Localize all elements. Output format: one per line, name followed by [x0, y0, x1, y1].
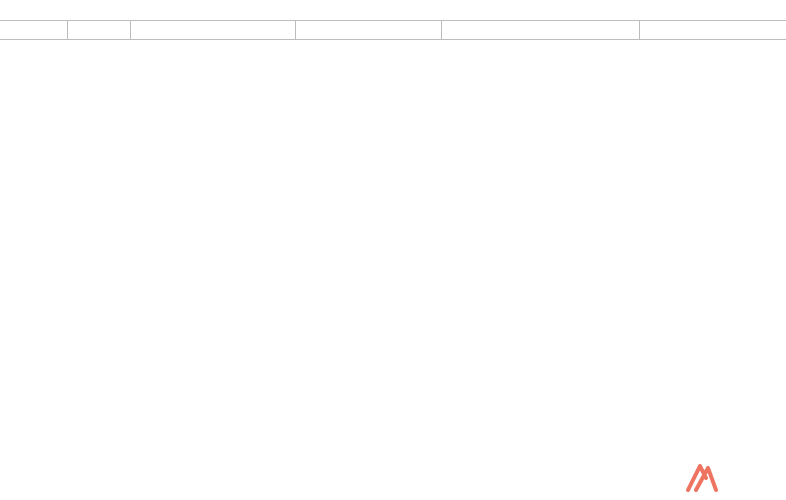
header-version: [68, 20, 131, 40]
header-other: [640, 20, 786, 40]
header-knowledge: [131, 20, 296, 40]
header-date: [0, 20, 68, 40]
sheet-title: [0, 0, 786, 21]
watermark-logo-icon: [682, 456, 722, 496]
header-row: [0, 20, 786, 40]
header-records: [442, 20, 640, 40]
header-tips: [296, 20, 442, 40]
watermark: [682, 452, 782, 498]
